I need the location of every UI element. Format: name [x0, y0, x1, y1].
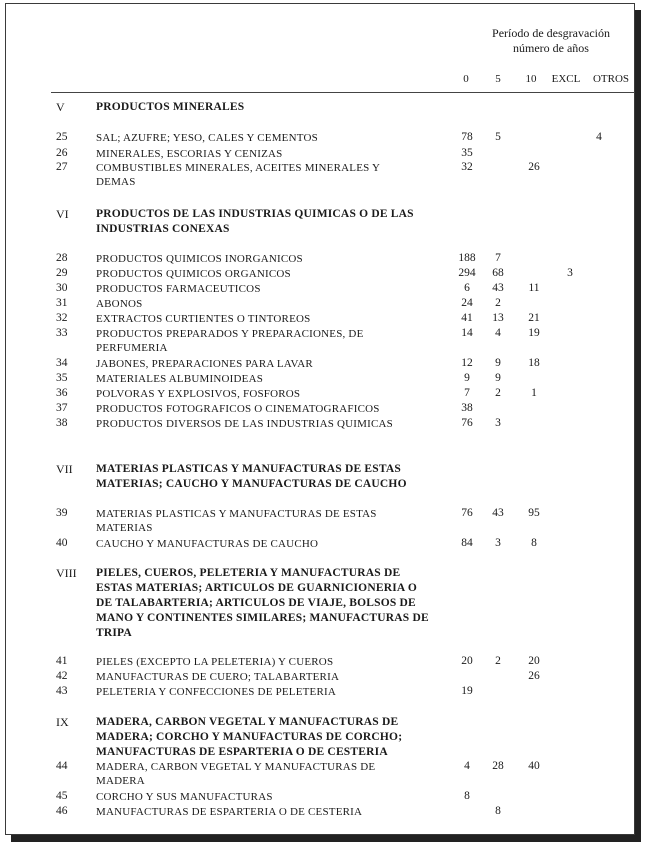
value-c10: 21 — [528, 312, 540, 324]
value-c10: 18 — [528, 357, 540, 369]
section-number: VI — [56, 207, 69, 221]
chapter-number: 45 — [56, 790, 68, 802]
column-header-10: 10 — [525, 73, 537, 85]
value-c0: 38 — [461, 402, 473, 414]
chapter-description: CAUCHO Y MANUFACTURAS DE CAUCHO — [96, 538, 319, 550]
value-c0: 35 — [461, 147, 473, 159]
value-c5: 43 — [492, 507, 504, 519]
value-c5: 2 — [495, 297, 501, 309]
value-c0: 9 — [464, 372, 470, 384]
value-c5: 7 — [495, 252, 501, 264]
chapter-description: PRODUCTOS FARMACEUTICOS — [96, 283, 261, 295]
value-c0: 41 — [461, 312, 473, 324]
chapter-description: PRODUCTOS PREPARADOS Y PREPARACIONES, DE PERFUMERIA — [96, 328, 364, 354]
value-c5: 5 — [495, 131, 501, 143]
value-c10: 26 — [528, 670, 540, 682]
chapter-description: ABONOS — [96, 298, 143, 310]
value-c10: 95 — [528, 507, 540, 519]
chapter-description: COMBUSTIBLES MINERALES, ACEITES MINERALES Y DEMAS — [96, 162, 380, 188]
value-c5: 3 — [495, 537, 501, 549]
value-c0: 7 — [464, 387, 470, 399]
value-c0: 84 — [461, 537, 473, 549]
column-header-5: 5 — [495, 73, 501, 85]
chapter-number: 29 — [56, 267, 68, 279]
chapter-description: PIELES (EXCEPTO LA PELETERIA) Y CUEROS — [96, 656, 334, 668]
section-title: PRODUCTOS MINERALES — [96, 101, 245, 113]
chapter-number: 46 — [56, 805, 68, 817]
section-title: MATERIAS PLASTICAS Y MANUFACTURAS DE ESTAS MATERIAS; CAUCHO Y MANUFACTURAS DE CAUCHO — [96, 463, 407, 490]
chapter-number: 39 — [56, 507, 68, 519]
chapter-number: 33 — [56, 327, 68, 339]
chapter-number: 36 — [56, 387, 68, 399]
section-number: IX — [56, 715, 69, 729]
value-c0: 14 — [461, 327, 473, 339]
value-c10: 19 — [528, 327, 540, 339]
chapter-description: POLVORAS Y EXPLOSIVOS, FOSFOROS — [96, 388, 301, 400]
chapter-description: MATERIALES ALBUMINOIDEAS — [96, 373, 264, 385]
chapter-number: 40 — [56, 537, 68, 549]
chapter-number: 31 — [56, 297, 68, 309]
header-rule — [51, 92, 635, 93]
column-header-0: 0 — [463, 73, 469, 85]
section-title: PRODUCTOS DE LAS INDUSTRIAS QUIMICAS O DE LAS INDUSTRIAS CONEXAS — [96, 208, 414, 235]
value-c5: 8 — [495, 805, 501, 817]
column-header-excl: EXCL — [551, 73, 581, 85]
chapter-number: 35 — [56, 372, 68, 384]
chapter-description: JABONES, PREPARACIONES PARA LAVAR — [96, 358, 313, 370]
value-c10: 8 — [531, 537, 537, 549]
value-c0: 78 — [461, 131, 473, 143]
value-c0: 24 — [461, 297, 473, 309]
value-c5: 2 — [495, 655, 501, 667]
chapter-number: 38 — [56, 417, 68, 429]
chapter-number: 42 — [56, 670, 68, 682]
value-c0: 188 — [458, 252, 476, 264]
chapter-description: MADERA, CARBON VEGETAL Y MANUFACTURAS DE MADERA — [96, 761, 376, 787]
chapter-description: PRODUCTOS QUIMICOS INORGANICOS — [96, 253, 303, 265]
chapter-description: MINERALES, ESCORIAS Y CENIZAS — [96, 148, 283, 160]
value-c5: 28 — [492, 760, 504, 772]
value-c10: 11 — [528, 282, 540, 294]
period-header-line2: número de años — [513, 41, 589, 55]
value-c5: 2 — [495, 387, 501, 399]
chapter-description: MANUFACTURAS DE ESPARTERIA O DE CESTERIA — [96, 806, 363, 818]
chapter-number: 32 — [56, 312, 68, 324]
value-c10: 40 — [528, 760, 540, 772]
document-page — [5, 3, 635, 835]
section-number: VII — [56, 462, 73, 476]
value-c0: 32 — [461, 161, 473, 173]
value-c5: 9 — [495, 372, 501, 384]
period-header-line1: Período de desgravación — [492, 26, 610, 40]
chapter-description: MANUFACTURAS DE CUERO; TALABARTERIA — [96, 671, 340, 683]
chapter-number: 37 — [56, 402, 68, 414]
value-c10: 26 — [528, 161, 540, 173]
value-c0: 20 — [461, 655, 473, 667]
chapter-description: PELETERIA Y CONFECCIONES DE PELETERIA — [96, 686, 337, 698]
value-c0: 294 — [458, 267, 476, 279]
chapter-number: 26 — [56, 147, 68, 159]
chapter-description: SAL; AZUFRE; YESO, CALES Y CEMENTOS — [96, 132, 318, 144]
value-c0: 76 — [461, 507, 473, 519]
value-c5: 3 — [495, 417, 501, 429]
section-title: PIELES, CUEROS, PELETERIA Y MANUFACTURAS DE ESTAS MATERIAS; ARTICULOS DE GUARNICIONERIA O DE TALABARTERIA; ARTICULOS DE VIAJE, BOLSOS DE MANO Y CONTINENTES SIMILARES; MANUFACTURAS DE TRIPA — [96, 567, 429, 639]
chapter-number: 25 — [56, 131, 68, 143]
value-c0: 19 — [461, 685, 473, 697]
value-c0: 6 — [464, 282, 470, 294]
value-c10: 20 — [528, 655, 540, 667]
value-c0: 8 — [464, 790, 470, 802]
section-number: V — [56, 100, 65, 114]
chapter-number: 28 — [56, 252, 68, 264]
chapter-number: 27 — [56, 161, 68, 173]
value-c5: 4 — [495, 327, 501, 339]
chapter-description: MATERIAS PLASTICAS Y MANUFACTURAS DE ESTAS MATERIAS — [96, 508, 377, 534]
value-c5: 68 — [492, 267, 504, 279]
value-excl: 3 — [567, 267, 573, 279]
chapter-number: 41 — [56, 655, 68, 667]
chapter-description: CORCHO Y SUS MANUFACTURAS — [96, 791, 273, 803]
chapter-description: EXTRACTOS CURTIENTES O TINTOREOS — [96, 313, 311, 325]
section-number: VIII — [56, 566, 77, 580]
chapter-number: 34 — [56, 357, 68, 369]
chapter-description: PRODUCTOS DIVERSOS DE LAS INDUSTRIAS QUIMICAS — [96, 418, 393, 430]
section-title: MADERA, CARBON VEGETAL Y MANUFACTURAS DE MADERA; CORCHO Y MANUFACTURAS DE CORCHO; MANUFACTURAS DE ESPARTERIA O DE CESTERIA — [96, 716, 403, 758]
value-otros: 4 — [596, 131, 602, 143]
value-c0: 76 — [461, 417, 473, 429]
value-c5: 9 — [495, 357, 501, 369]
chapter-description: PRODUCTOS FOTOGRAFICOS O CINEMATOGRAFICOS — [96, 403, 380, 415]
value-c5: 13 — [492, 312, 504, 324]
value-c0: 4 — [464, 760, 470, 772]
value-c0: 12 — [461, 357, 473, 369]
column-header-otros: OTROS — [592, 73, 630, 85]
value-c5: 43 — [492, 282, 504, 294]
chapter-number: 43 — [56, 685, 68, 697]
chapter-number: 44 — [56, 760, 68, 772]
value-c10: 1 — [531, 387, 537, 399]
chapter-number: 30 — [56, 282, 68, 294]
chapter-description: PRODUCTOS QUIMICOS ORGANICOS — [96, 268, 291, 280]
